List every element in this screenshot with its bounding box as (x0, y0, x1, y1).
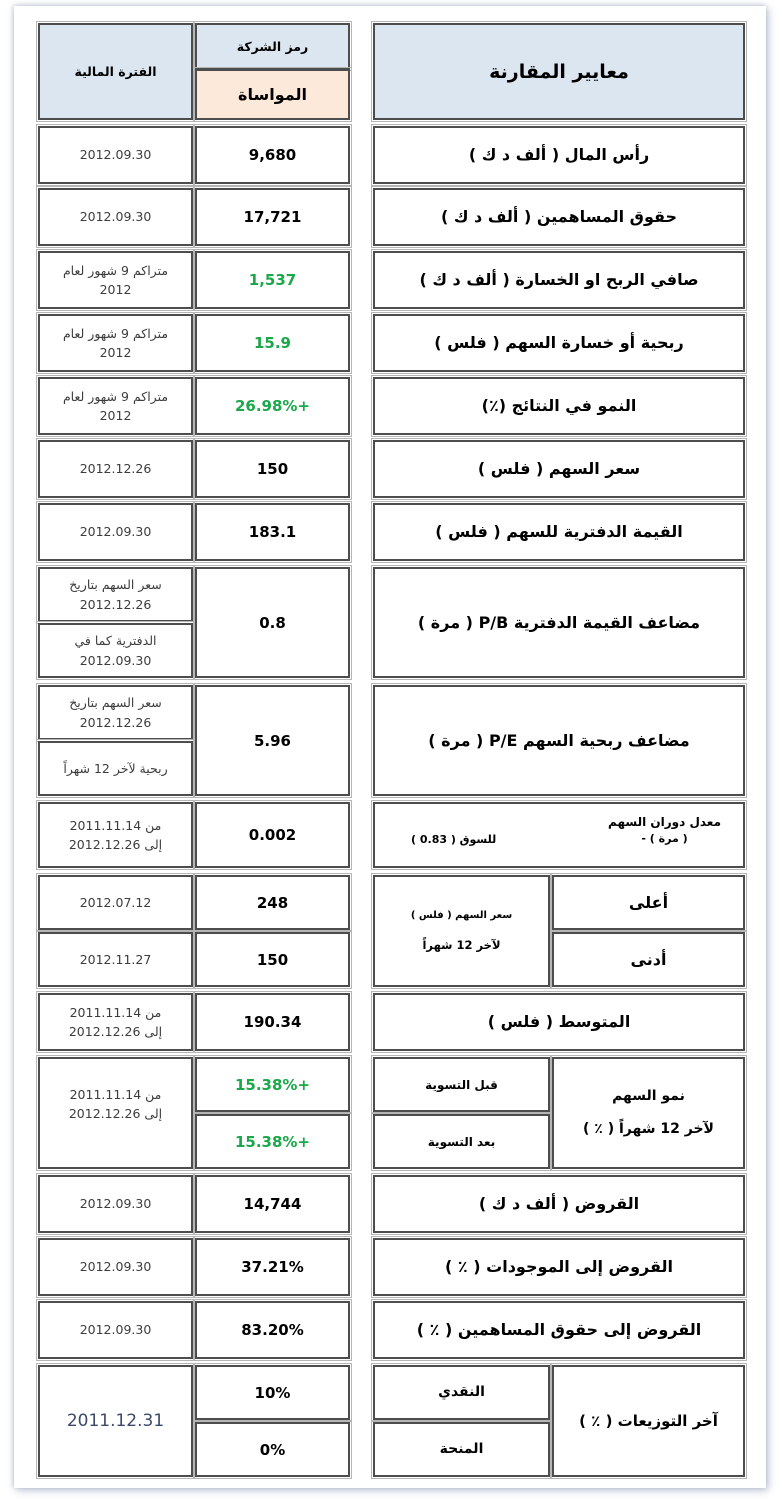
row-label: القروض إلى الموجودات ( ٪ ) (445, 1257, 673, 1277)
average-value-cell (195, 993, 350, 1051)
pb-period1-line1: سعر السهم بتاريخ (69, 577, 162, 593)
average-from: من 2011.11.14 (69, 1004, 162, 1020)
row-value: 26.98%+ (234, 397, 311, 415)
dividends-period: 2011.12.31 (66, 1410, 165, 1431)
company-name: المواساة (238, 85, 307, 104)
pe-period2: ربحية لآخر 12 شهراً (63, 760, 168, 776)
row-period-line2: 2012 (99, 408, 132, 423)
row-label: ربحية أو خسارة السهم ( فلس ) (434, 333, 684, 353)
average-to: إلى 2012.12.26 (68, 1024, 163, 1039)
price-high-label-cell (552, 875, 745, 930)
dividends-cash-label: النقدي (438, 1384, 485, 1401)
dividends-cash-value: 10% (254, 1383, 291, 1402)
row-value-cell (195, 251, 350, 309)
header-code-label: رمز الشركة (236, 38, 309, 54)
header-company-cell (195, 69, 350, 120)
row-value: 14,744 (243, 1195, 302, 1213)
row-label-cell (373, 377, 745, 435)
row-period-cell (38, 314, 193, 372)
dividends-cash-label-cell (373, 1365, 550, 1420)
header-criteria: معايير المقارنة (489, 60, 629, 83)
row-period-line1: متراكم 9 شهور لعام (62, 262, 169, 278)
price-low-date: 2012.11.27 (79, 951, 152, 967)
pb-label: مضاعف القيمة الدفترية P/B ( مرة ) (417, 612, 701, 632)
row-label-cell (373, 440, 745, 498)
dividends-bonus-value: 0% (259, 1440, 286, 1459)
price-range-label-line1: سعر السهم ( فلس ) (410, 909, 513, 921)
growth-to: إلى 2012.12.26 (68, 1106, 163, 1122)
price-range-label-line2: لآخر 12 شهراً (422, 937, 501, 952)
price-low-value-cell (195, 932, 350, 987)
average-label-cell (373, 993, 745, 1051)
turnover-market: للسوق ( 0.83 ) (411, 833, 497, 846)
row-value-cell (195, 1301, 350, 1359)
turnover-to: إلى 2012.12.26 (68, 837, 163, 852)
turnover-label-cell (373, 802, 745, 868)
row-label: صافي الربح او الخسارة ( ألف د ك ) (419, 270, 699, 290)
price-high-label: أعلى (628, 892, 669, 912)
pb-period2-line2: 2012.09.30 (79, 652, 152, 668)
turnover-value-cell (195, 802, 350, 868)
average-label: المتوسط ( فلس ) (487, 1012, 631, 1032)
growth-before-value-cell (195, 1057, 350, 1112)
row-value-cell (195, 126, 350, 184)
row-label-cell (373, 188, 745, 246)
row-label-cell (373, 1175, 745, 1233)
pb-value-cell (195, 567, 350, 678)
pb-value: 0.8 (259, 613, 286, 632)
header-period-cell (38, 23, 193, 120)
header-code-label-cell (195, 23, 350, 69)
row-value: 9,680 (248, 146, 297, 164)
price-low-date-cell (38, 932, 193, 987)
row-label: القروض إلى حقوق المساهمين ( ٪ ) (416, 1320, 702, 1340)
row-period: 2012.09.30 (79, 524, 152, 540)
growth-after-label: بعد التسوية (427, 1134, 496, 1149)
row-value: 17,721 (243, 208, 302, 226)
price-high-date: 2012.07.12 (79, 894, 152, 910)
pb-period1-line2: 2012.12.26 (79, 596, 152, 612)
growth-before-value: 15.38%+ (234, 1075, 311, 1094)
row-period: 2012.09.30 (79, 147, 152, 163)
row-period: 2012.09.30 (79, 1259, 152, 1275)
growth-from: من 2011.11.14 (69, 1087, 162, 1102)
turnover-value: 0.002 (248, 826, 297, 844)
pe-label-cell (373, 685, 745, 796)
pb-label-cell (373, 567, 745, 678)
turnover-title: معدل دوران السهم (608, 815, 721, 829)
row-period-cell (38, 1175, 193, 1233)
dividends-cash-value-cell (195, 1365, 350, 1420)
header-criteria-cell (373, 23, 745, 120)
growth-label-line1: نمو السهم (612, 1088, 685, 1105)
growth-label-line2: لآخر 12 شهراً ( ٪ ) (583, 1121, 714, 1137)
pe-value-cell (195, 685, 350, 796)
row-label: سعر السهم ( فلس ) (477, 459, 641, 479)
dividends-label-cell (552, 1365, 745, 1477)
dividends-period-cell (38, 1365, 193, 1477)
pe-period2-cell (38, 741, 193, 796)
row-period-cell (38, 126, 193, 184)
row-period-cell (38, 1238, 193, 1296)
row-label-cell (373, 314, 745, 372)
average-period-cell (38, 993, 193, 1051)
row-value-cell (195, 1238, 350, 1296)
turnover-from: من 2011.11.14 (69, 817, 162, 833)
pe-value: 5.96 (253, 731, 291, 750)
growth-after-label-cell (373, 1114, 550, 1169)
growth-period-cell (38, 1057, 193, 1169)
row-period-cell (38, 188, 193, 246)
row-period-cell (38, 440, 193, 498)
price-low-label-cell (552, 932, 745, 987)
row-value-cell (195, 440, 350, 498)
pe-period1-line2: 2012.12.26 (79, 714, 152, 730)
row-value-cell (195, 377, 350, 435)
pb-period1-cell (38, 567, 193, 622)
row-value: 83.20% (241, 1321, 304, 1339)
row-label: النمو في النتائج (٪) (481, 396, 637, 416)
header-period: الفترة المالية (74, 64, 157, 79)
row-value: 183.1 (248, 523, 297, 541)
row-value-cell (195, 503, 350, 561)
row-label-cell (373, 126, 745, 184)
price-high-value: 248 (256, 893, 289, 912)
growth-label-cell (552, 1057, 745, 1169)
row-label-cell (373, 503, 745, 561)
pb-period2-line1: الدفترية كما في (74, 633, 157, 649)
row-value-cell (195, 314, 350, 372)
row-period-cell (38, 251, 193, 309)
row-value-cell (195, 1175, 350, 1233)
row-label: القيمة الدفترية للسهم ( فلس ) (435, 522, 683, 542)
row-value: 1,537 (248, 271, 297, 289)
row-period-line1: متراكم 9 شهور لعام (62, 325, 169, 341)
average-value: 190.34 (243, 1013, 302, 1031)
row-label-cell (373, 251, 745, 309)
row-value: 15.9 (253, 334, 291, 352)
row-period-cell (38, 503, 193, 561)
row-period: 2012.09.30 (79, 1322, 152, 1338)
row-label: حقوق المساهمين ( ألف د ك ) (440, 207, 678, 227)
row-period-cell (38, 377, 193, 435)
row-period: 2012.09.30 (79, 1196, 152, 1212)
row-label-cell (373, 1238, 745, 1296)
comparison-sheet (14, 6, 766, 1488)
pe-period1-cell (38, 685, 193, 740)
dividends-bonus-value-cell (195, 1422, 350, 1477)
growth-before-label: قبل التسوية (425, 1077, 498, 1092)
row-label: القروض ( ألف د ك ) (478, 1194, 640, 1214)
row-period-line2: 2012 (99, 345, 132, 360)
row-value: 150 (256, 460, 289, 478)
price-range-label-cell (373, 875, 550, 987)
price-high-date-cell (38, 875, 193, 930)
row-label: رأس المال ( ألف د ك ) (468, 145, 650, 165)
price-low-value: 150 (256, 950, 289, 969)
growth-after-value-cell (195, 1114, 350, 1169)
dividends-bonus-label: المنحة (439, 1441, 484, 1458)
row-period-cell (38, 1301, 193, 1359)
turnover-period-cell (38, 802, 193, 868)
row-period: 2012.12.26 (79, 461, 152, 477)
turnover-unit: ( مرة ) - (641, 832, 688, 845)
row-label-cell (373, 1301, 745, 1359)
pe-period1-line1: سعر السهم بتاريخ (69, 695, 162, 711)
dividends-bonus-label-cell (373, 1422, 550, 1477)
growth-after-value: 15.38%+ (234, 1132, 311, 1151)
row-period-line1: متراكم 9 شهور لعام (62, 388, 169, 404)
pe-label: مضاعف ربحية السهم P/E ( مرة ) (428, 730, 690, 750)
price-low-label: أدنى (630, 949, 667, 969)
pb-period2-cell (38, 623, 193, 678)
row-value: 37.21% (241, 1258, 304, 1276)
price-high-value-cell (195, 875, 350, 930)
dividends-label: آخر التوزيعات ( ٪ ) (579, 1411, 718, 1430)
row-period: 2012.09.30 (79, 209, 152, 225)
row-value-cell (195, 188, 350, 246)
growth-before-label-cell (373, 1057, 550, 1112)
row-period-line2: 2012 (99, 282, 132, 297)
